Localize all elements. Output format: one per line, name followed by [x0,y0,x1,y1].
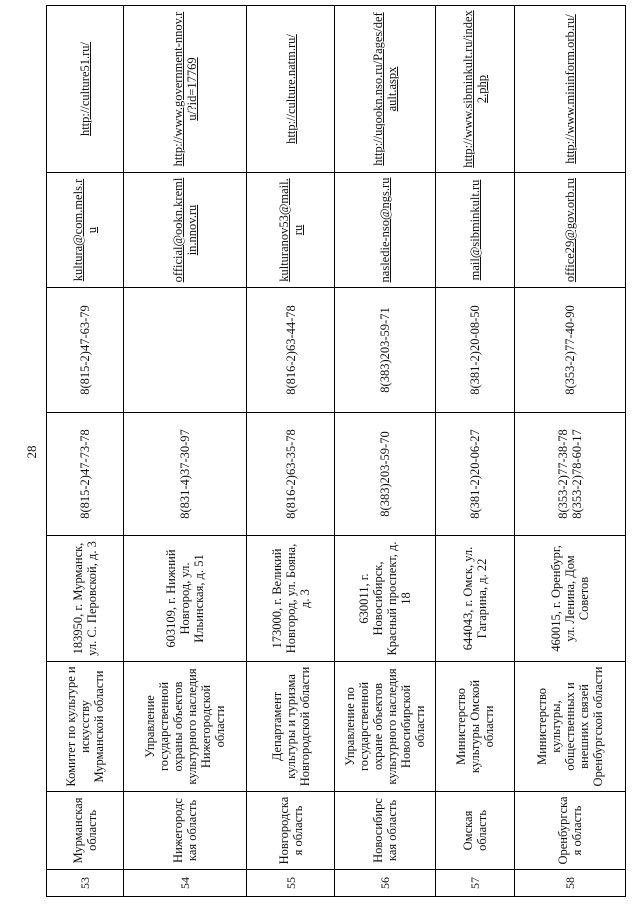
website-link[interactable]: http://uqookn.nso.ru/Pages/default.aspx [335,6,436,173]
table-row [246,6,334,897]
organization-cell: Комитет по культуре и искусству Мурманской области [47,662,124,792]
website-link[interactable]: http://culture51.ru/ [47,6,124,173]
table-row [515,6,626,897]
row-number: 54 [124,870,247,897]
region-cell: Новосибирская область [335,792,436,870]
address-cell: 183950, г. Мурманск, ул. С. Перовской, д. 3 [47,536,124,662]
phone-cell: 8(353-2)77-38-78 8(353-2)78-60-17 [515,413,626,536]
website-link[interactable]: http://www.government-nnov.ru/?id=17769 [124,6,247,173]
organization-cell: Управление по государственной охране объектов культурного наследия Новосибирской области [335,662,436,792]
region-cell: Нижегородская область [124,792,247,870]
row-number: 53 [47,870,124,897]
organization-cell: Министерство культуры Омской области [435,662,515,792]
phone-cell: 8(816-2)63-35-78 [246,413,334,536]
email-link[interactable]: office29@gov.orb.ru [515,173,626,288]
fax-cell: 8(353-2)77-40-90 [515,288,626,413]
organization-cell: Департамент культуры и туризма Новгородской области [246,662,334,792]
rotated-table-wrapper [46,6,626,897]
website-link[interactable]: http://www.mininform.orb.ru/ [515,6,626,173]
fax-cell: 8(381-2)20-08-50 [435,288,515,413]
email-link[interactable]: nasledie-nso@ngs.ru [335,173,436,288]
region-cell: Омская область [435,792,515,870]
phone-cell: 8(381-2)20-06-27 [435,413,515,536]
email-link[interactable]: mail@sibminkult.ru [435,173,515,288]
phone-cell: 8(831-4)37-30-97 [124,413,247,536]
address-cell: 173000, г. Великий Новгород, ул. Бояна, д. 3 [246,536,334,662]
page-number: 28 [24,445,39,459]
table-row [435,6,515,897]
address-cell: 603109, г. Нижний Новгород, ул. Ильинская, д. 51 [124,536,247,662]
address-cell: 630011, г. Новосибирск, Красный проспект, д. 18 [335,536,436,662]
fax-cell: 8(816-2)63-44-78 [246,288,334,413]
organization-cell: Министерство культуры, общественных и внешних связей Оренбургской области [515,662,626,792]
region-cell: Мурманская область [47,792,124,870]
website-link[interactable]: http://www.sibminkult.ru/index2.php [435,6,515,173]
website-link[interactable]: http://culture.natm.ru/ [246,6,334,173]
phone-cell: 8(815-2)47-73-78 [47,413,124,536]
fax-cell: 8(815-2)47-63-79 [47,288,124,413]
row-number: 57 [435,870,515,897]
table-row [335,6,436,897]
region-cell: Оренбургская область [515,792,626,870]
address-cell: 644043, г. Омск, ул. Гагарина, д. 22 [435,536,515,662]
email-link[interactable]: kultura@com.mels.ru [47,173,124,288]
row-number: 55 [246,870,334,897]
fax-cell: 8(383)203-59-71 [335,288,436,413]
email-link[interactable]: kulturanov53@mail.ru [246,173,334,288]
table-row [124,6,247,897]
region-cell: Новгородская область [246,792,334,870]
address-cell: 460015, г. Оренбург, ул. Ленина, Дом Советов [515,536,626,662]
organization-cell: Управление государственной охраны объектов культурного наследия Нижегородской области [124,662,247,792]
fax-cell [124,288,247,413]
row-number: 56 [335,870,436,897]
row-number: 58 [515,870,626,897]
email-link[interactable]: official@ookn.kremlin.nnov.ru [124,173,247,288]
phone-cell: 8(383)203-59-70 [335,413,436,536]
contacts-table [46,5,626,897]
table-row [47,6,124,897]
